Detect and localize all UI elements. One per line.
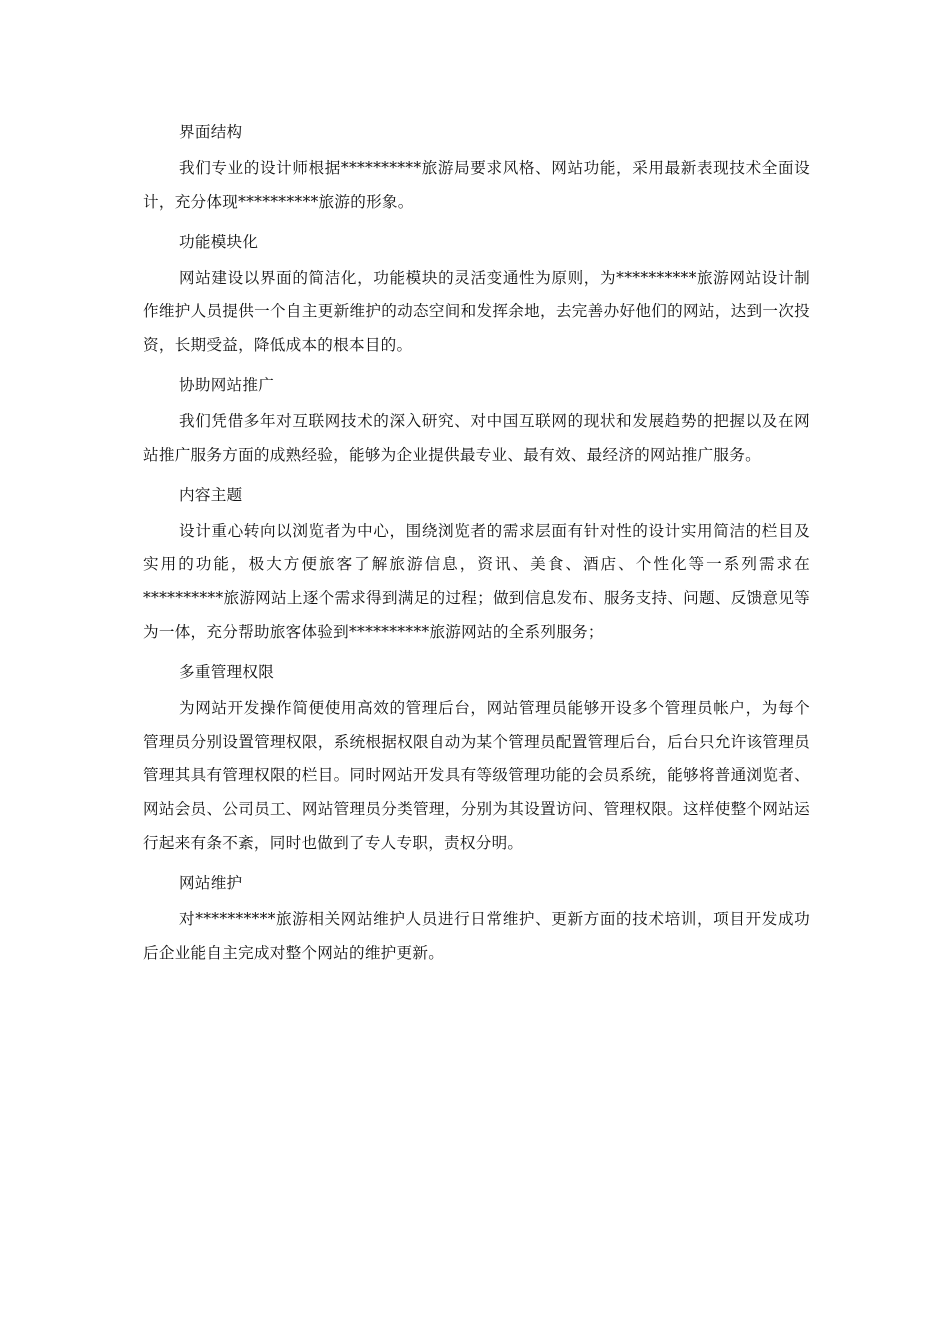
section-modular-functions (143, 226, 810, 363)
section-heading: 协助网站推广 (179, 375, 275, 394)
section-heading: 多重管理权限 (179, 662, 275, 681)
section-content-theme (143, 479, 810, 650)
section-paragraph: 网站建设以界面的简洁化，功能模块的灵活变通性为原则，为**********旅游网站设计制作维护人员提供一个自主更新维护的动态空间和发挥余地，去完善办好他们的网站，达到一次投资，长期受益，降低成本的根本目的。 (143, 268, 810, 355)
section-paragraph: 我们凭借多年对互联网技术的深入研究、对中国互联网的现状和发展趋势的把握以及在网站推广服务方面的成熟经验，能够为企业提供最专业、最有效、最经济的网站推广服务。 (143, 411, 810, 464)
document-body (143, 116, 810, 976)
section-paragraph: 设计重心转向以浏览者为中心，围绕浏览者的需求层面有针对性的设计实用简洁的栏目及实用的功能，极大方便旅客了解旅游信息，资讯、美食、酒店、个性化等一系列需求在**********旅游网站上逐个需求得到满足的过程；做到信息发布、服务支持、问题、反馈意见等为一体，充分帮助旅客体验到**********旅游网站的全系列服务； (143, 521, 810, 641)
section-paragraph: 我们专业的设计师根据**********旅游局要求风格、网站功能，采用最新表现技术全面设计，充分体现**********旅游的形象。 (143, 159, 810, 211)
section-site-promotion (143, 369, 810, 473)
section-multi-level-permissions (143, 656, 810, 861)
section-heading: 网站维护 (179, 873, 243, 892)
section-paragraph: 对**********旅游相关网站维护人员进行日常维护、更新方面的技术培训，项目开发成功后企业能自主完成对整个网站的维护更新。 (143, 909, 810, 962)
section-site-maintenance (143, 867, 810, 971)
section-heading: 界面结构 (179, 123, 243, 141)
section-interface-structure (143, 116, 810, 220)
section-heading: 功能模块化 (179, 232, 259, 251)
section-heading: 内容主题 (179, 485, 243, 504)
section-paragraph: 为网站开发操作简便使用高效的管理后台，网站管理员能够开设多个管理员帐户，为每个管理员分别设置管理权限，系统根据权限自动为某个管理员配置管理后台，后台只允许该管理员管理其具有管理权限的栏目。同时网站开发具有等级管理功能的会员系统，能够将普通浏览者、网站会员、公司员工、网站管理员分类管理，分别为其设置访问、管理权限。这样使整个网站运行起来有条不紊，同时也做到了专人专职，责权分明。 (143, 698, 810, 852)
